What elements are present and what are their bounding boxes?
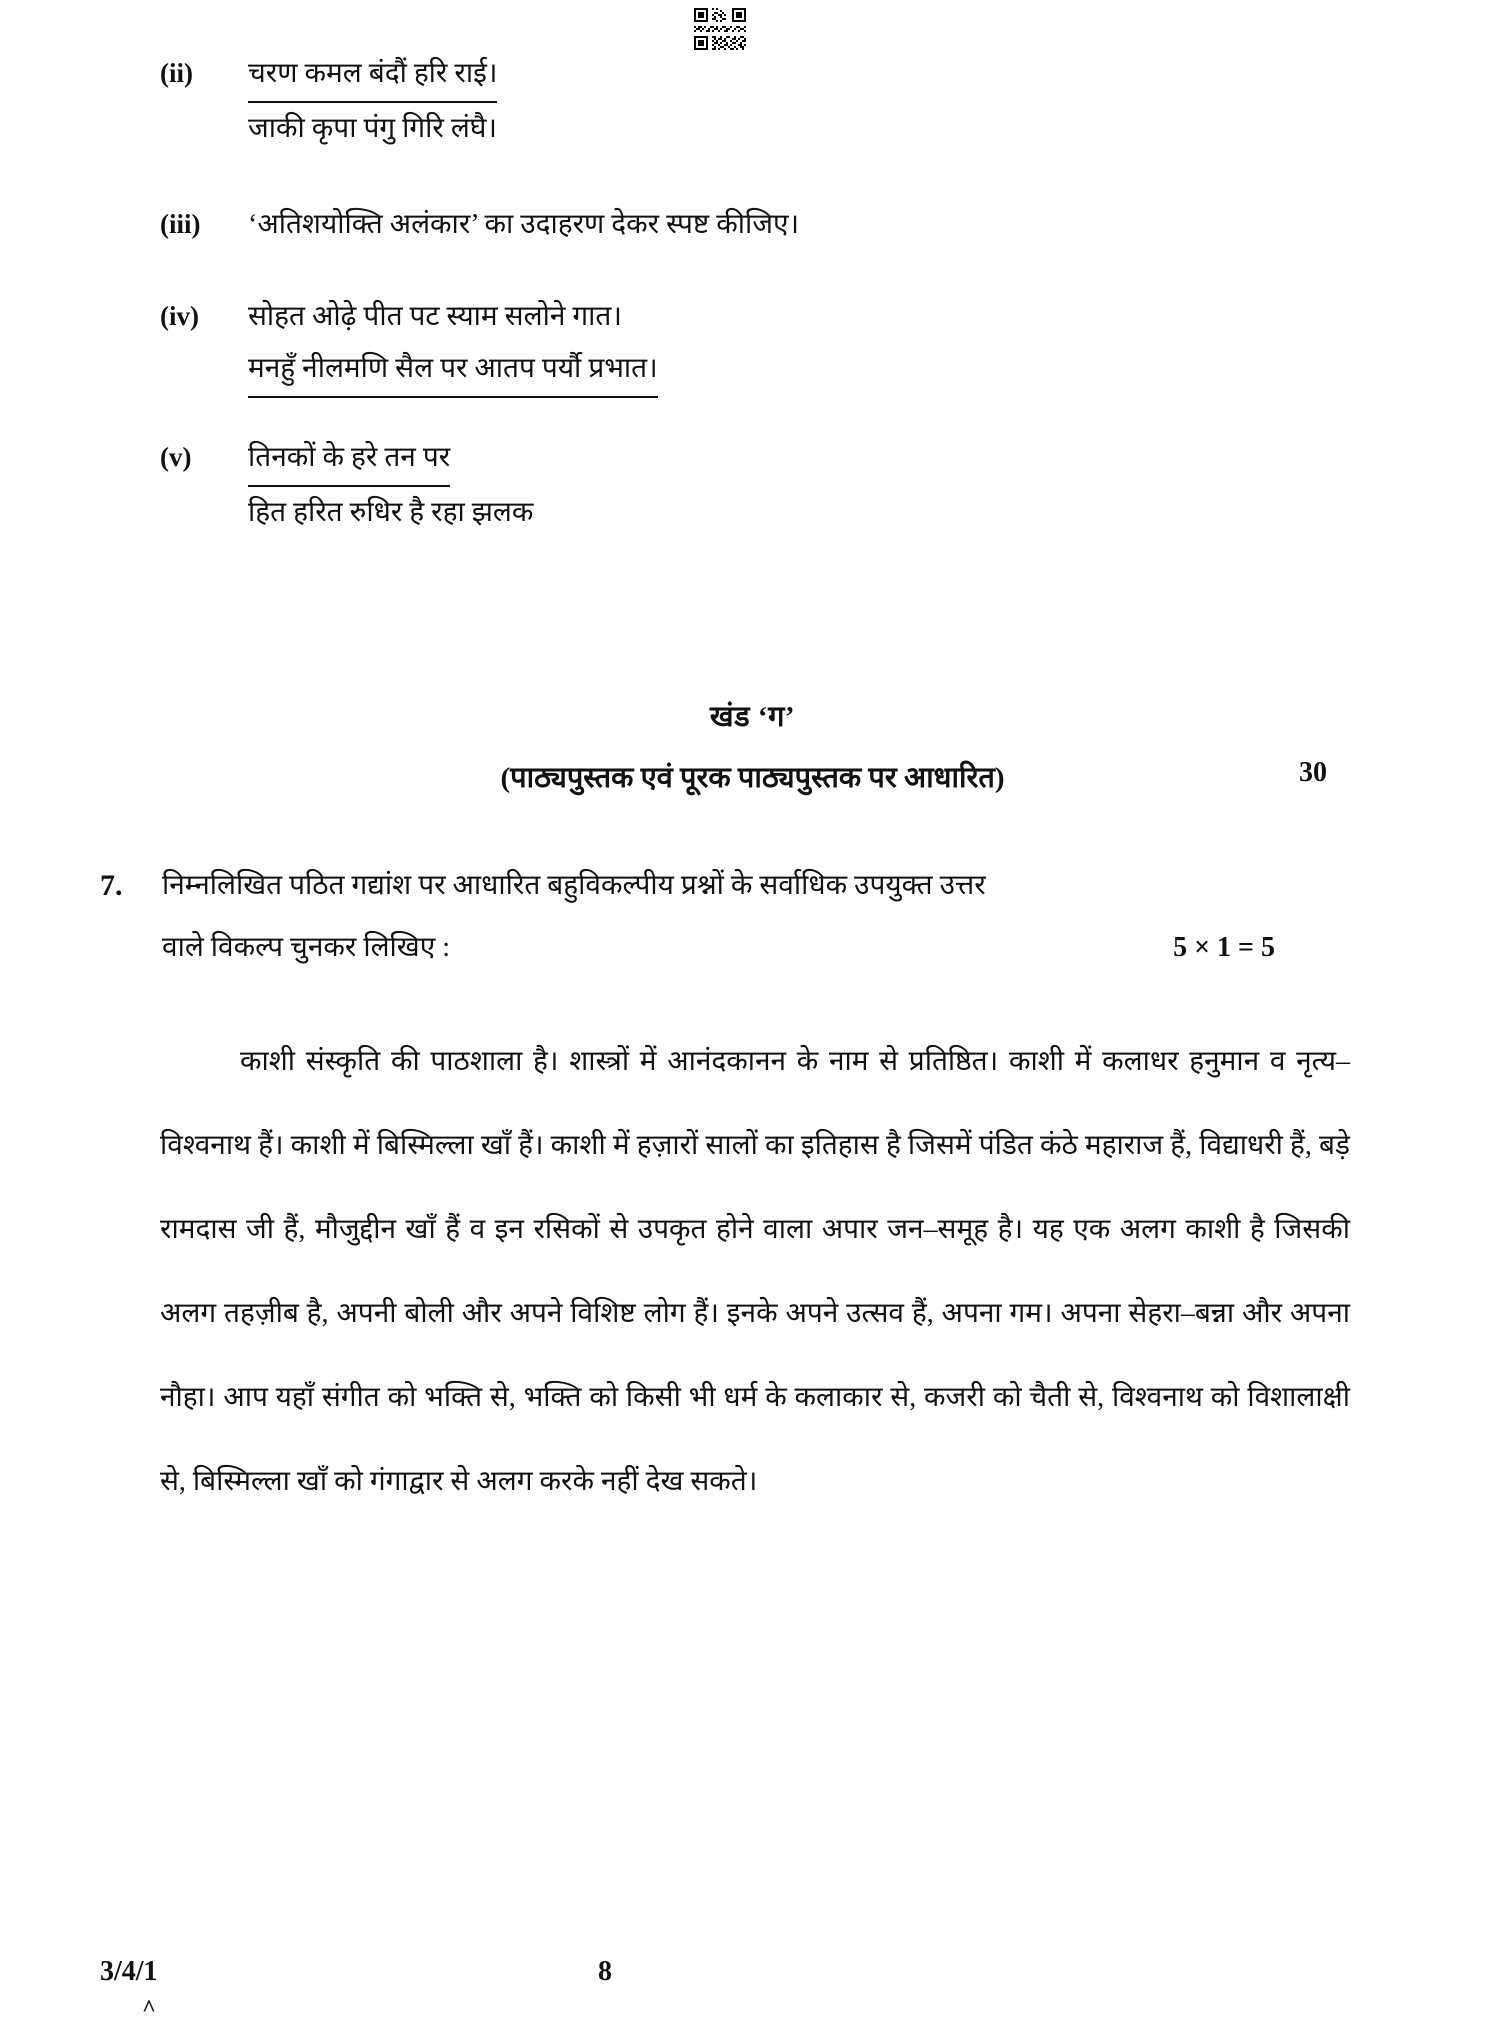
section-subtitle-row: [0, 757, 1505, 796]
question-7: [0, 855, 1505, 979]
passage-text: काशी संस्कृति की पाठशाला है। शास्त्रों में आनंदकानन के नाम से प्रतिष्ठित। काशी में कलाधर हनुमान व नृत्य–विश्वनाथ हैं। काशी में बिस्मिल्ला खाँ हैं। काशी में हज़ारों सालों का इतिहास है जिसमें पंडित कंठे महाराज हैं, विद्याधरी हैं, बड़े रामदास जी हैं, मौजुद्दीन खाँ हैं व इन रसिकों से उपकृत होने वाला अपार जन–समूह है। यह एक अलग काशी है जिसकी अलग तहज़ीब है, अपनी बोली और अपने विशिष्ट लोग हैं। इनके अपने उत्सव हैं, अपना गम। अपना सेहरा–बन्ना और अपना नौहा। आप यहाँ संगीत को भक्ति से, भक्ति को किसी भी धर्म के कलाकार से, कजरी को चैती से, विश्वनाथ को विशालाक्षी से, बिस्मिल्ला खाँ को गंगाद्वार से अलग करके नहीं देख सकते।: [160, 1046, 1350, 1497]
question-line-1: निम्नलिखित पठित गद्यांश पर आधारित बहुविकल्पीय प्रश्नों के सर्वाधिक उपयुक्त उत्तर: [162, 870, 986, 901]
question-line-2-row: [162, 917, 1385, 979]
item-lines: [232, 48, 1505, 155]
item-marker: (iv): [160, 301, 199, 331]
item-marker: (iii): [160, 209, 201, 239]
passage-paragraph: [160, 1020, 1350, 1524]
item-line-text: मनहुँ नीलमणि सैल पर आतप पर्यौ प्रभात।: [248, 343, 658, 398]
item-line-text: हित हरित रुधिर है रहा झलक: [248, 497, 534, 528]
section-title: खंड ‘ग’: [709, 701, 796, 733]
section-subtitle: (पाठ्यपुस्तक एवं पूरक पाठ्यपुस्तक पर आधारित): [500, 762, 1005, 794]
item-line-text: सोहत ओढ़े पीत पट स्याम सलोने गात।: [248, 301, 622, 332]
item-lines: [232, 199, 1505, 251]
reading-passage: [160, 1020, 1350, 1524]
list-item: [0, 199, 1505, 251]
item-line-text: जाकी कृपा पंगु गिरि लंघै।: [248, 113, 497, 144]
section-heading: [0, 696, 1505, 796]
item-lines: [232, 291, 1505, 398]
item-line-text: तिनकों के हरे तन पर: [248, 432, 450, 487]
question-line-2: वाले विकल्प चुनकर लिखिए :: [162, 932, 450, 963]
item-marker: (ii): [160, 58, 193, 88]
question-number: 7.: [100, 869, 123, 902]
question-text-body: [162, 855, 1505, 979]
page-number: 8: [598, 1956, 612, 1987]
paper-code: 3/4/1: [100, 1956, 158, 1987]
question-marks: 5 × 1 = 5: [1173, 932, 1275, 963]
list-item: [0, 291, 1505, 398]
item-lines: [232, 432, 1505, 539]
qr-code-icon: [690, 4, 752, 54]
item-line-text: चरण कमल बंदौं हरि राई।: [248, 48, 497, 103]
question-items-list: [0, 48, 1505, 565]
list-item: [0, 48, 1505, 155]
list-item: [0, 432, 1505, 539]
section-marks: 30: [1299, 757, 1327, 788]
item-marker: (v): [160, 442, 192, 472]
question-7-row: [0, 855, 1505, 979]
item-line-text: ‘अतिशयोक्ति अलंकार’ का उदाहरण देकर स्पष्ट कीजिए।: [248, 209, 800, 240]
caret-mark-icon: ^: [142, 1996, 156, 2022]
